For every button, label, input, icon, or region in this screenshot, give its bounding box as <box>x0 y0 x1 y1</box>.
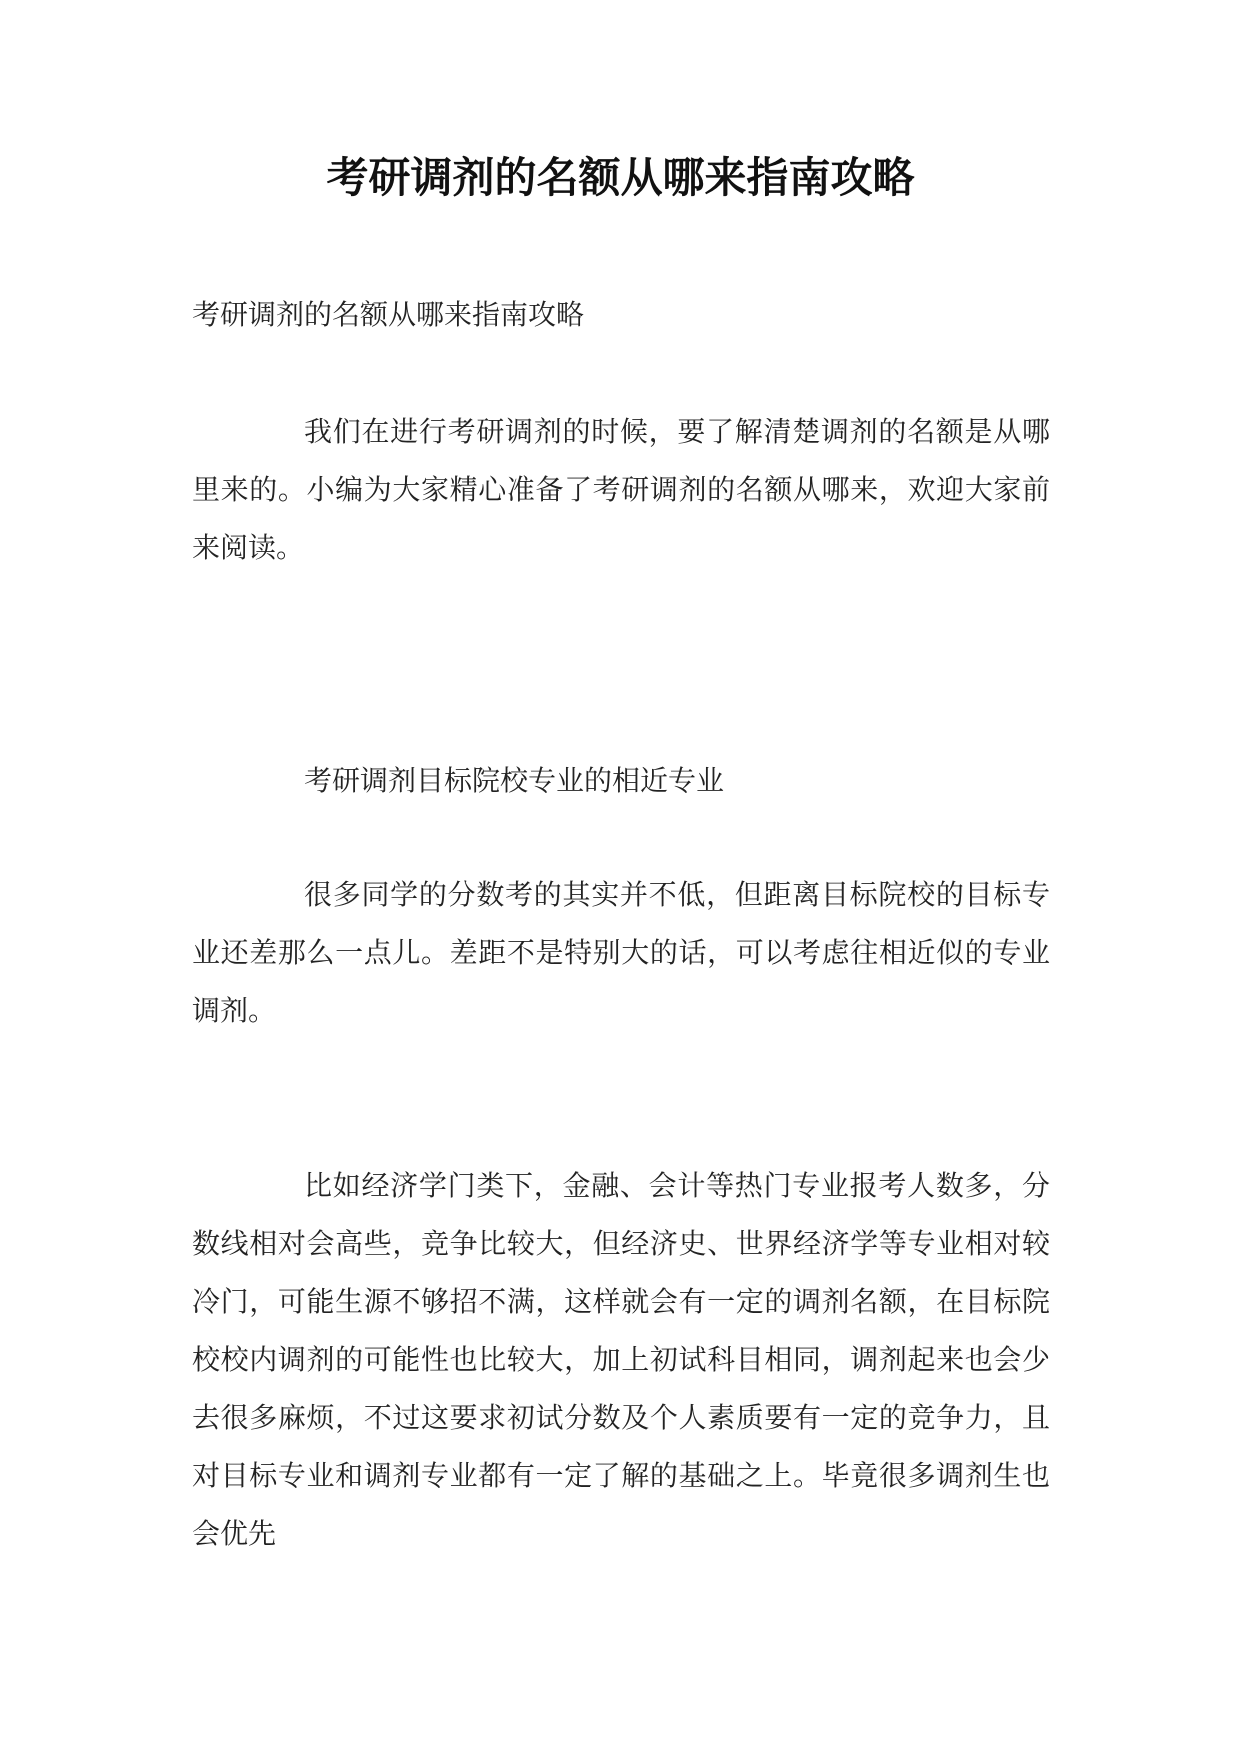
intro-paragraph: 我们在进行考研调剂的时候，要了解清楚调剂的名额是从哪里来的。小编为大家精心准备了考研调剂的名额从哪来，欢迎大家前来阅读。 <box>192 415 1050 564</box>
section-heading: 考研调剂目标院校专业的相近专业 <box>304 764 725 797</box>
document-subtitle: 考研调剂的名额从哪来指南攻略 <box>192 298 585 331</box>
body-paragraph: 比如经济学门类下，金融、会计等热门专业报考人数多，分数线相对会高些，竞争比较大，但经济史、世界经济学等专业相对较冷门，可能生源不够招不满，这样就会有一定的调剂名额，在目标院校校内调剂的可能性也比较大，加上初试科目相同，调剂起来也会少去很多麻烦，不过这要求初试分数及个人素质要有一定的竞争力，且对目标专业和调剂专业都有一定了解的基础之上。毕竟很多调剂生也会优先 <box>192 1169 1050 1550</box>
document-title: 考研调剂的名额从哪来指南攻略 <box>326 153 915 202</box>
body-paragraph: 很多同学的分数考的其实并不低，但距离目标院校的目标专业还差那么一点儿。差距不是特别大的话，可以考虑往相近似的专业调剂。 <box>192 878 1050 1027</box>
